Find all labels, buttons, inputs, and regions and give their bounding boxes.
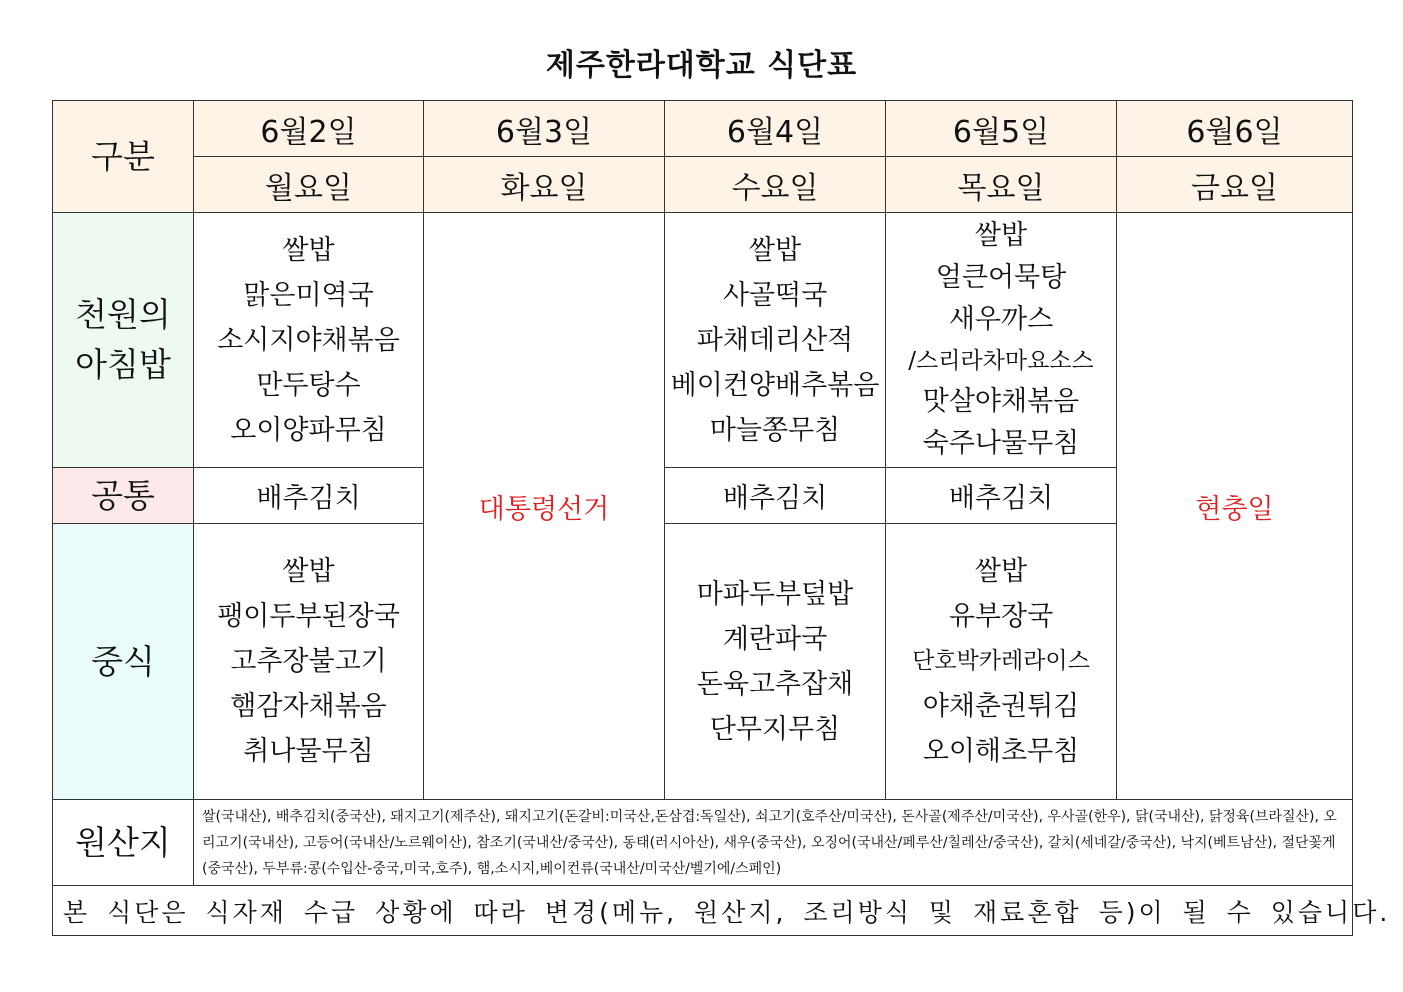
date-tue: 6월3일 (424, 101, 665, 157)
origin-text: 쌀(국내산), 배추김치(중국산), 돼지고기(제주산), 돼지고기(돈갈비:미국산,돈삼겹:독일산), 쇠고기(호주산/미국산), 돈사골(제주산/미국산), 우사골(한우), 닭(국내산), 닭정육(브라질산), 오리고기(국내산), 고등어(국내산/노르웨이산), 참조기(국내산/중국산), 동태(러시아산), 새우(중국산), 오징어(국내산/페루산/칠레산/중국산), 갈치(세네갈/중국산), 낙지(베트남산), 절단꽃게(중국산), 두부류:콩(수입산-중국,미국,호주), 햄,소시지,베이컨류(국내산/미국산/벨기에/스페인) (194, 800, 1353, 886)
breakfast-label-line2: 아침밥 (75, 345, 171, 384)
menu-item: 오이양파무침 (230, 414, 387, 446)
menu-item: 팽이두부된장국 (217, 601, 400, 632)
common-label: 공통 (53, 468, 194, 524)
holiday-tue: 대통령선거 (424, 213, 665, 800)
date-fri: 6월6일 (1117, 101, 1353, 157)
page-title: 제주한라대학교 식단표 (545, 48, 858, 83)
menu-table (52, 100, 1391, 936)
breakfast-label-line1: 천원의 (75, 295, 171, 334)
lunch-wed (665, 524, 886, 800)
menu-item: 쌀밥 (748, 234, 802, 266)
date-mon: 6월2일 (194, 101, 424, 157)
menu-item: 새우까스 (948, 304, 1054, 335)
menu-item: 쌀밥 (974, 556, 1028, 587)
category-label: 구분 (53, 101, 194, 213)
menu-item: 쌀밥 (282, 234, 335, 266)
weekday-thu: 목요일 (886, 157, 1117, 213)
menu-item: 얼큰어묵탕 (935, 262, 1067, 293)
menu-item: 소시지야채볶음 (217, 324, 400, 356)
date-wed: 6월4일 (665, 101, 886, 157)
menu-item: 맑은미역국 (243, 279, 374, 311)
holiday-fri: 현충일 (1117, 213, 1353, 800)
menu-item: 취나물무침 (243, 736, 374, 767)
menu-item: 파채데리산적 (696, 324, 854, 356)
weekday-wed: 수요일 (665, 157, 886, 213)
breakfast-mon (194, 213, 424, 468)
menu-item: 유부장국 (948, 601, 1054, 632)
menu-item: 사골떡국 (722, 279, 828, 311)
menu-item: 베이컨양배추볶음 (670, 369, 880, 401)
common-wed: 배추김치 (665, 468, 886, 524)
menu-item: 단무지무침 (709, 713, 841, 745)
menu-item: 야채춘권튀김 (922, 691, 1080, 722)
common-mon: 배추김치 (194, 468, 424, 524)
menu-item: 고추장불고기 (230, 646, 387, 677)
lunch-label: 중식 (53, 524, 194, 800)
menu-item: 단호박카레라이스 (912, 648, 1090, 674)
menu-item: 계란파국 (722, 623, 828, 655)
notice-text: 본 식단은 식자재 수급 상황에 따라 변경(메뉴, 원산지, 조리방식 및 재료혼합 등)이 될 수 있습니다. (53, 886, 1353, 936)
menu-item: 맛살야채볶음 (922, 386, 1080, 417)
menu-item: 마파두부덮밥 (696, 578, 854, 610)
menu-item: 만두탕수 (256, 369, 361, 401)
date-thu: 6월5일 (886, 101, 1117, 157)
weekday-mon: 월요일 (194, 157, 424, 213)
menu-item: 햄감자채볶음 (230, 691, 387, 722)
weekday-fri: 금요일 (1117, 157, 1353, 213)
menu-item: 쌀밥 (282, 556, 335, 587)
origin-label: 원산지 (53, 800, 194, 886)
breakfast-label (53, 213, 194, 468)
menu-item: 마늘쫑무침 (709, 414, 841, 446)
menu-item: 쌀밥 (974, 220, 1028, 251)
weekday-tue: 화요일 (424, 157, 665, 213)
menu-item: /스리라차마요소스 (908, 348, 1094, 374)
menu-item: 돈육고추잡채 (696, 668, 854, 700)
common-thu: 배추김치 (886, 468, 1117, 524)
menu-item: 숙주나물무침 (922, 428, 1080, 459)
lunch-mon (194, 524, 424, 800)
menu-item: 오이해초무침 (922, 736, 1080, 767)
breakfast-wed (665, 213, 886, 468)
lunch-thu (886, 524, 1117, 800)
breakfast-thu (886, 213, 1117, 468)
